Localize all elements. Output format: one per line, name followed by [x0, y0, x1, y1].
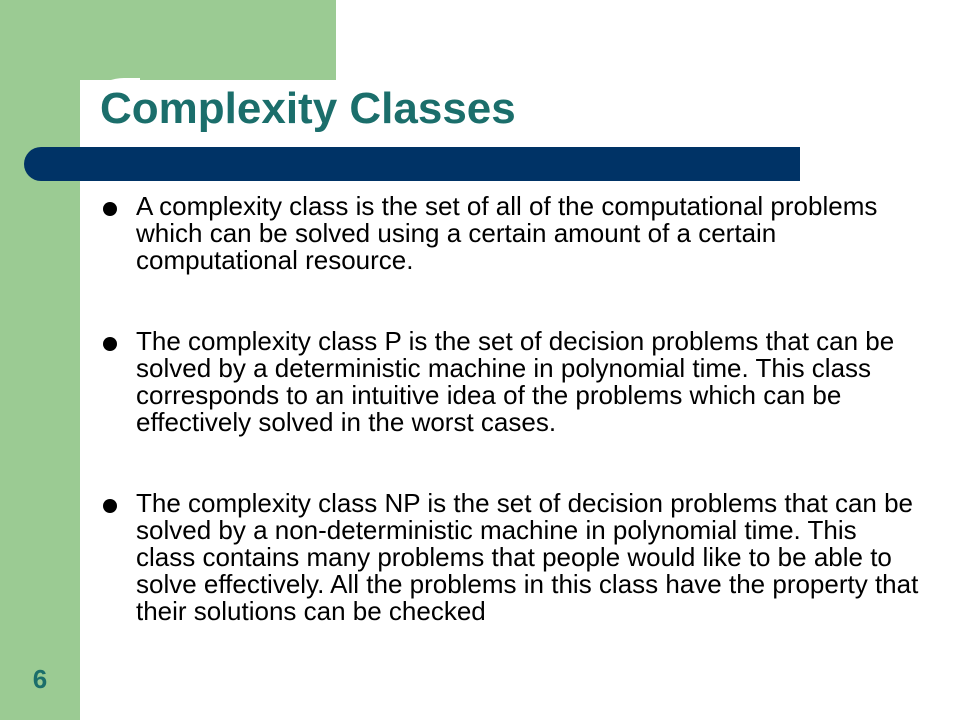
bullet-text: A complexity class is the set of all of the computational problems which can be solved using a certain amount of a certain computational resource. [136, 191, 878, 275]
list-item [0, 490, 960, 625]
slide-title: Complexity Classes [100, 84, 516, 133]
slide-number: 6 [32, 664, 48, 694]
bullet-icon [103, 337, 117, 351]
bullet-icon [103, 499, 117, 513]
list-item [0, 193, 960, 274]
bullet-icon [103, 202, 117, 216]
title-underline-bar [24, 147, 800, 181]
list-item [0, 328, 960, 436]
bullet-text: The complexity class NP is the set of decision problems that can be solved by a non-deterministic machine in polynomial time. This class contains many problems that people would like to be able to solve effectively. All the problems in this class have the property that their solutions can be checked [136, 488, 919, 626]
bullet-text: The complexity class P is the set of decision problems that can be solved by a deterministic machine in polynomial time. This class corresponds to an intuitive idea of the problems which can be effectively solved in the worst cases. [136, 326, 895, 437]
top-accent-band [80, 0, 336, 80]
bullet-list [0, 193, 960, 625]
